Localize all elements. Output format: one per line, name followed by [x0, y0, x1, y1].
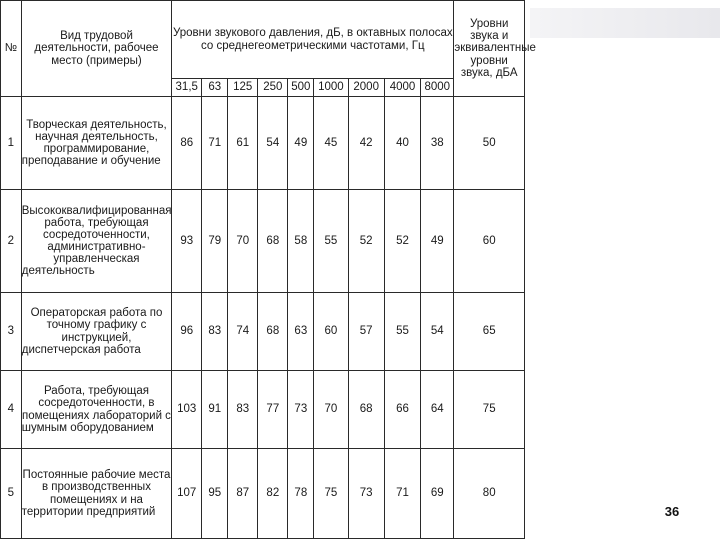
level-value: 55: [314, 190, 348, 293]
level-value: 87: [228, 449, 258, 539]
level-value: 57: [348, 293, 384, 371]
level-value: 38: [421, 97, 454, 190]
row-number: 5: [1, 449, 22, 539]
level-value: 60: [314, 293, 348, 371]
level-value: 63: [288, 293, 314, 371]
frequency-label: 1000: [314, 79, 348, 97]
level-value: 54: [258, 97, 288, 190]
row-number: 1: [1, 97, 22, 190]
table-header-row: [1, 1, 525, 79]
frequency-label: 4000: [384, 79, 420, 97]
level-value: 71: [384, 449, 420, 539]
level-value: 71: [202, 97, 228, 190]
activity-description: Высококвалифицированная работа, требующая сосредоточенности, административно-управленческая деятельность: [21, 190, 171, 293]
equivalent-level: 75: [454, 371, 525, 449]
level-value: 83: [228, 371, 258, 449]
slide-header-band: [530, 8, 720, 38]
level-value: 68: [258, 190, 288, 293]
level-value: 86: [172, 97, 202, 190]
level-value: 52: [348, 190, 384, 293]
level-value: 74: [228, 293, 258, 371]
level-value: 75: [314, 449, 348, 539]
header-num: №: [1, 1, 22, 97]
level-value: 69: [421, 449, 454, 539]
level-value: 49: [288, 97, 314, 190]
header-sound-levels: Уровни звукового давления, дБ, в октавных полосах со среднегеометрическими частотами, Гц: [172, 1, 454, 79]
level-value: 96: [172, 293, 202, 371]
frequency-label: 8000: [421, 79, 454, 97]
table-row: [1, 190, 525, 293]
level-value: 73: [288, 371, 314, 449]
level-value: 58: [288, 190, 314, 293]
level-value: 68: [258, 293, 288, 371]
level-value: 64: [421, 371, 454, 449]
level-value: 54: [421, 293, 454, 371]
table-row: [1, 371, 525, 449]
table-row: [1, 293, 525, 371]
level-value: 107: [172, 449, 202, 539]
equivalent-level: 80: [454, 449, 525, 539]
level-value: 95: [202, 449, 228, 539]
frequency-label: 2000: [348, 79, 384, 97]
level-value: 70: [314, 371, 348, 449]
level-value: 79: [202, 190, 228, 293]
header-equivalent-levels: Уровни звука и эквивалентные уровни звука, дБА: [454, 1, 525, 97]
activity-description: Творческая деятельность, научная деятельность, программирование, преподавание и обучение: [21, 97, 171, 190]
level-value: 70: [228, 190, 258, 293]
level-value: 66: [384, 371, 420, 449]
activity-description: Операторская работа по точному графику с инструкцией, диспетчерская работа: [21, 293, 171, 371]
level-value: 68: [348, 371, 384, 449]
row-number: 4: [1, 371, 22, 449]
frequency-label: 63: [202, 79, 228, 97]
page-number: 36: [664, 504, 680, 519]
level-value: 82: [258, 449, 288, 539]
level-value: 55: [384, 293, 420, 371]
level-value: 49: [421, 190, 454, 293]
level-value: 91: [202, 371, 228, 449]
equivalent-level: 65: [454, 293, 525, 371]
equivalent-level: 50: [454, 97, 525, 190]
frequency-label: 31,5: [172, 79, 202, 97]
level-value: 93: [172, 190, 202, 293]
level-value: 103: [172, 371, 202, 449]
level-value: 52: [384, 190, 420, 293]
level-value: 78: [288, 449, 314, 539]
level-value: 40: [384, 97, 420, 190]
level-value: 45: [314, 97, 348, 190]
activity-description: Работа, требующая сосредоточенности, в помещениях лабораторий с шумным оборудованием: [21, 371, 171, 449]
level-value: 61: [228, 97, 258, 190]
activity-description: Постоянные рабочие места в производственных помещениях и на территории предприятий: [21, 449, 171, 539]
level-value: 77: [258, 371, 288, 449]
row-number: 2: [1, 190, 22, 293]
table-row: [1, 449, 525, 539]
level-value: 42: [348, 97, 384, 190]
header-activity: Вид трудовой деятельности, рабочее место (примеры): [21, 1, 171, 97]
frequency-label: 125: [228, 79, 258, 97]
frequency-label: 250: [258, 79, 288, 97]
row-number: 3: [1, 293, 22, 371]
frequency-label: 500: [288, 79, 314, 97]
table-row: [1, 97, 525, 190]
level-value: 73: [348, 449, 384, 539]
level-value: 83: [202, 293, 228, 371]
equivalent-level: 60: [454, 190, 525, 293]
